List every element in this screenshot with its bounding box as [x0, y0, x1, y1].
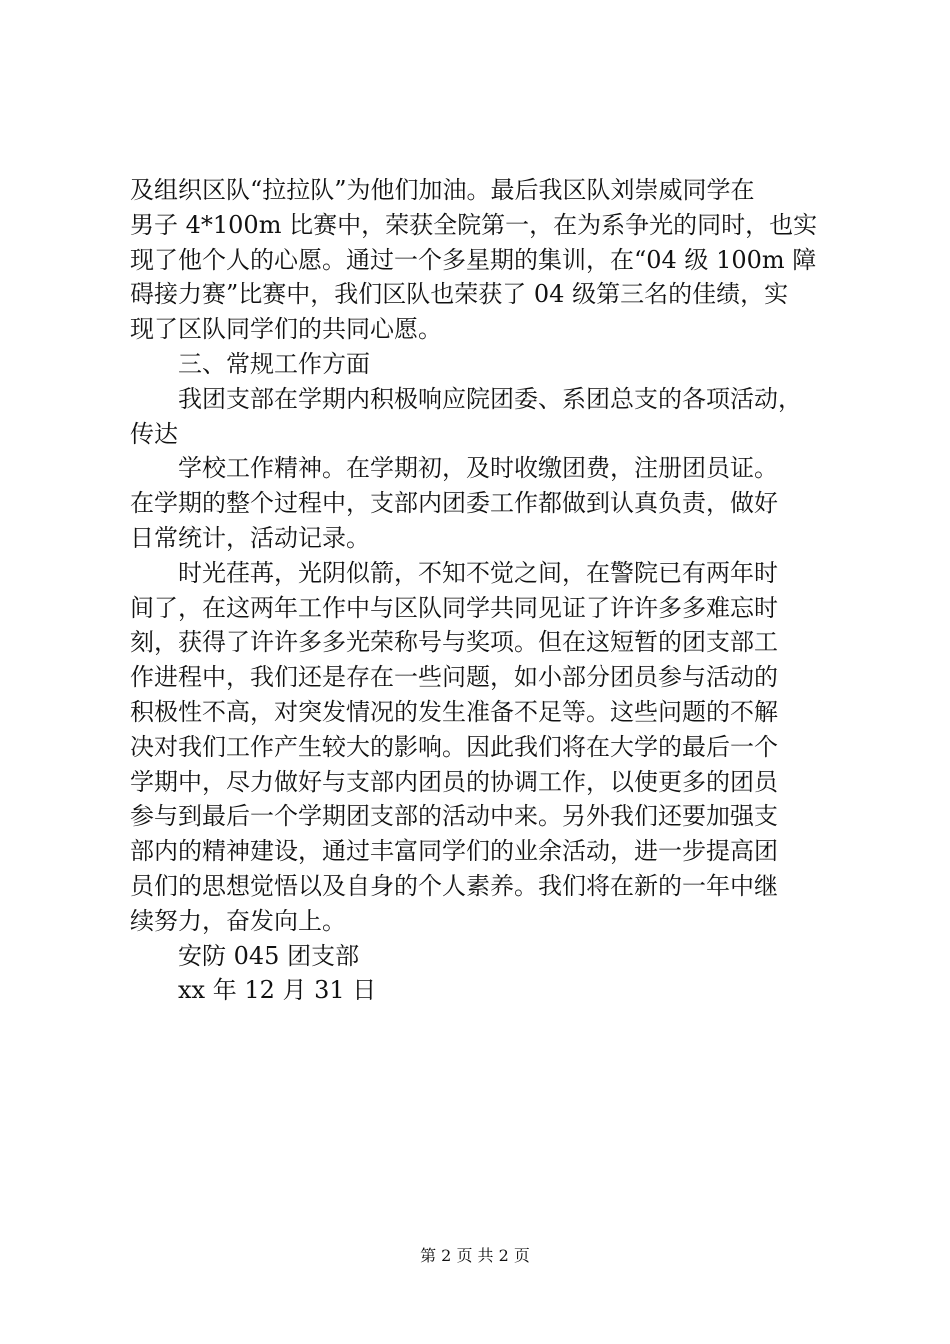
- text-line: 安防 045 团支部: [178, 941, 360, 970]
- text-line: 碍接力赛”比赛中，我们区队也荣获了 04 级第三名的佳绩，实: [130, 280, 789, 309]
- text-line: 传达: [130, 419, 178, 448]
- text-line: 日常统计，活动记录。: [130, 523, 370, 552]
- page-footer: 第 2 页 共 2 页: [420, 1246, 530, 1265]
- text-line: 作进程中，我们还是存在一些问题，如小部分团员参与活动的: [130, 663, 778, 692]
- text-line: 学校工作精神。在学期初，及时收缴团费，注册团员证。: [178, 454, 778, 483]
- text-line: 我团支部在学期内积极响应院团委、系团总支的各项活动，: [178, 384, 802, 413]
- text-line: 间了，在这两年工作中与区队同学共同见证了许许多多难忘时: [130, 593, 778, 622]
- text-line: 部内的精神建设，通过丰富同学们的业余活动，进一步提高团: [130, 837, 778, 866]
- text-line: 续努力，奋发向上。: [130, 906, 346, 935]
- text-line: 现了区队同学们的共同心愿。: [130, 315, 442, 344]
- text-line: 男子 4*100m 比赛中，荣获全院第一，在为系争光的同时，也实: [130, 210, 818, 239]
- text-line: 时光荏苒，光阴似箭，不知不觉之间，在警院已有两年时: [178, 558, 778, 587]
- text-line: 积极性不高，对突发情况的发生准备不足等。这些问题的不解: [130, 697, 778, 726]
- text-line: 现了他个人的心愿。通过一个多星期的集训，在“04 级 100m 障: [130, 245, 817, 274]
- text-line: 决对我们工作产生较大的影响。因此我们将在大学的最后一个: [130, 732, 778, 761]
- text-line: 参与到最后一个学期团支部的活动中来。另外我们还要加强支: [130, 802, 778, 831]
- text-line: 员们的思想觉悟以及自身的个人素养。我们将在新的一年中继: [130, 871, 778, 900]
- text-line: 刻，获得了许许多多光荣称号与奖项。但在这短暂的团支部工: [130, 628, 778, 657]
- text-line: xx 年 12 月 31 日: [178, 976, 377, 1005]
- text-line: 在学期的整个过程中，支部内团委工作都做到认真负责，做好: [130, 489, 778, 518]
- text-line: 及组织区队“拉拉队”为他们加油。最后我区队刘崇威同学在: [130, 176, 755, 204]
- text-line: 三、常规工作方面: [178, 349, 370, 378]
- text-line: 学期中，尽力做好与支部内团员的协调工作，以使更多的团员: [130, 767, 778, 796]
- document-body: [130, 173, 830, 1008]
